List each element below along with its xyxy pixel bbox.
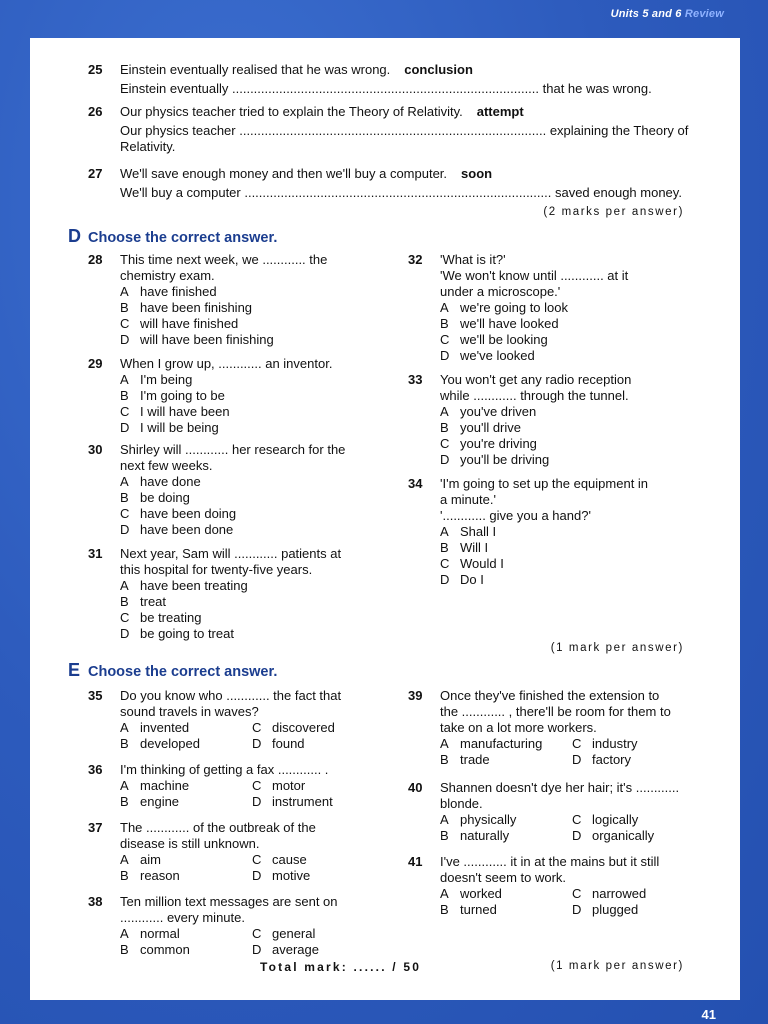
option-text: turned: [460, 902, 497, 917]
option-letter: A: [120, 852, 129, 867]
question-stem: blonde.: [440, 796, 483, 811]
question-number: 27: [88, 166, 103, 181]
answer-option[interactable]: [440, 828, 572, 844]
question-30: [88, 442, 388, 538]
marks-note-c: (2 marks per answer): [543, 206, 684, 218]
answer-option[interactable]: [440, 316, 708, 332]
option-letter: A: [440, 736, 449, 751]
answer-options: [440, 300, 708, 364]
question-number: 26: [88, 104, 103, 119]
option-letter: C: [120, 404, 130, 419]
question-number: 25: [88, 62, 103, 77]
answer-option[interactable]: [440, 524, 708, 540]
question-stem: chemistry exam.: [120, 268, 215, 283]
answer-option[interactable]: [440, 902, 572, 918]
question-number: 37: [88, 820, 103, 835]
answer-option[interactable]: [572, 886, 692, 902]
answer-option[interactable]: [120, 578, 388, 594]
option-letter: C: [572, 736, 582, 751]
option-letter: D: [120, 420, 130, 435]
section-instruction: Choose the correct answer.: [88, 230, 278, 246]
option-text: Would I: [460, 556, 504, 571]
answer-option[interactable]: [440, 540, 708, 556]
worksheet-page: [30, 38, 740, 1000]
question-number: 39: [408, 688, 423, 703]
question-number: 33: [408, 372, 423, 387]
section-e-heading: [68, 660, 277, 681]
option-letter: D: [120, 626, 130, 641]
question-stem: '............ give you a hand?': [440, 508, 591, 523]
option-text: have been finishing: [140, 300, 253, 315]
option-letter: D: [572, 752, 582, 767]
option-letter: B: [120, 594, 129, 609]
question-number: 28: [88, 252, 103, 267]
option-letter: D: [120, 332, 130, 347]
option-letter: C: [252, 852, 262, 867]
option-text: discovered: [272, 720, 335, 735]
option-text: will have finished: [140, 316, 239, 331]
option-letter: D: [252, 868, 262, 883]
answer-option[interactable]: [120, 300, 388, 316]
question-stem: while ............ through the tunnel.: [440, 388, 629, 403]
option-text: motive: [272, 868, 311, 883]
option-text: treat: [140, 594, 167, 609]
answer-options: [440, 404, 708, 468]
answer-options: [120, 852, 388, 884]
question-stem: 'What is it?': [440, 252, 506, 267]
option-text: physically: [460, 812, 517, 827]
option-letter: A: [120, 284, 129, 299]
option-letter: A: [440, 812, 449, 827]
answer-option[interactable]: [440, 452, 708, 468]
question-number: 34: [408, 476, 423, 491]
answer-option[interactable]: [572, 752, 692, 768]
option-text: will have been finishing: [140, 332, 274, 347]
question-number: 31: [88, 546, 103, 561]
option-text: be doing: [140, 490, 190, 505]
question-stem: Ten million text messages are sent on: [120, 894, 338, 909]
option-letter: C: [440, 556, 450, 571]
option-text: engine: [140, 794, 180, 809]
option-letter: D: [120, 522, 130, 537]
question-35: [88, 688, 388, 752]
option-text: Shall I: [460, 524, 497, 539]
option-text: general: [272, 926, 316, 941]
answer-line-continued: Relativity.: [120, 139, 176, 154]
question-prompt: We'll save enough money and then we'll buy a computer.: [120, 166, 448, 181]
option-text: trade: [460, 752, 490, 767]
option-letter: C: [572, 812, 582, 827]
question-stem: The ............ of the outbreak of the: [120, 820, 316, 835]
question-41: [408, 854, 708, 918]
answer-option[interactable]: [440, 572, 708, 588]
answer-option[interactable]: [572, 812, 692, 828]
option-letter: B: [440, 316, 449, 331]
option-letter: B: [120, 942, 129, 957]
answer-options: [440, 812, 708, 844]
option-letter: A: [120, 926, 129, 941]
option-letter: C: [252, 926, 262, 941]
option-text: you're driving: [460, 436, 537, 451]
marks-note-d: (1 mark per answer): [550, 642, 684, 654]
answer-options: [120, 720, 388, 752]
question-stem: this hospital for twenty-five years.: [120, 562, 313, 577]
answer-option[interactable]: [440, 436, 708, 452]
option-text: factory: [592, 752, 632, 767]
option-letter: B: [440, 420, 449, 435]
question-37: [88, 820, 388, 884]
option-text: aim: [140, 852, 161, 867]
option-letter: D: [440, 572, 450, 587]
question-stem: a minute.': [440, 492, 496, 507]
answer-line[interactable]: Einstein eventually ..................................................................................... that he was wrong.: [120, 81, 652, 96]
answer-option[interactable]: [440, 332, 708, 348]
question-26: [88, 104, 728, 155]
option-letter: C: [252, 720, 262, 735]
answer-option[interactable]: [120, 778, 252, 794]
question-stem: ............ every minute.: [120, 910, 245, 925]
option-text: cause: [272, 852, 307, 867]
question-stem: You won't get any radio reception: [440, 372, 632, 387]
question-stem: Shannen doesn't dye her hair; it's ............: [440, 780, 680, 795]
question-25: [88, 62, 728, 97]
option-letter: D: [440, 348, 450, 363]
answer-option[interactable]: [120, 404, 388, 420]
option-text: I'm going to be: [140, 388, 225, 403]
keyword: attempt: [476, 104, 524, 119]
option-text: have been done: [140, 522, 234, 537]
question-stem: I've ............ it in at the mains but it still: [440, 854, 660, 869]
option-text: plugged: [592, 902, 639, 917]
question-number: 38: [88, 894, 103, 909]
option-text: invented: [140, 720, 190, 735]
question-stem: Once they've finished the extension to: [440, 688, 660, 703]
question-number: 41: [408, 854, 423, 869]
option-letter: B: [120, 868, 129, 883]
total-mark: Total mark: ...... / 50: [260, 960, 422, 974]
answer-option[interactable]: [120, 372, 388, 388]
option-text: be treating: [140, 610, 202, 625]
option-text: normal: [140, 926, 180, 941]
answer-option[interactable]: [572, 902, 692, 918]
section-d-heading: [68, 226, 277, 247]
answer-option[interactable]: [120, 594, 388, 610]
answer-option[interactable]: [120, 332, 388, 348]
answer-options: [120, 284, 388, 348]
question-39: [408, 688, 708, 768]
answer-option[interactable]: [440, 736, 572, 752]
option-text: we're going to look: [460, 300, 568, 315]
option-letter: A: [120, 720, 129, 735]
question-27: [88, 166, 728, 201]
option-text: have finished: [140, 284, 217, 299]
option-text: found: [272, 736, 305, 751]
option-text: organically: [592, 828, 655, 843]
option-text: naturally: [460, 828, 510, 843]
question-28: [88, 252, 388, 348]
keyword: conclusion: [404, 62, 473, 77]
answer-option[interactable]: [120, 490, 388, 506]
question-31: [88, 546, 388, 642]
option-letter: C: [440, 332, 450, 347]
question-number: 30: [88, 442, 103, 457]
option-text: worked: [460, 886, 502, 901]
option-text: I'm being: [140, 372, 193, 387]
question-stem: 'We won't know until ............ at it: [440, 268, 629, 283]
answer-option[interactable]: [252, 942, 372, 958]
option-letter: B: [120, 490, 129, 505]
option-text: manufacturing: [460, 736, 543, 751]
option-letter: B: [440, 828, 449, 843]
answer-option[interactable]: [120, 626, 388, 642]
option-text: common: [140, 942, 190, 957]
option-letter: D: [572, 902, 582, 917]
option-letter: C: [120, 610, 130, 625]
option-letter: B: [440, 902, 449, 917]
option-text: we'll be looking: [460, 332, 548, 347]
option-text: Do I: [460, 572, 484, 587]
answer-options: [120, 474, 388, 538]
question-stem: the ............ , there'll be room for them to: [440, 704, 671, 719]
question-stem: Next year, Sam will ............ patients at: [120, 546, 342, 561]
review-label: Review: [684, 8, 724, 20]
answer-option[interactable]: [440, 886, 572, 902]
option-letter: C: [572, 886, 582, 901]
answer-option[interactable]: [120, 420, 388, 436]
answer-option[interactable]: [572, 736, 692, 752]
answer-option[interactable]: [120, 794, 252, 810]
question-number: 35: [88, 688, 103, 703]
question-stem: 'I'm going to set up the equipment in: [440, 476, 649, 491]
answer-option[interactable]: [120, 506, 388, 522]
option-letter: D: [440, 452, 450, 467]
option-letter: D: [572, 828, 582, 843]
answer-option[interactable]: [120, 868, 252, 884]
option-letter: A: [440, 404, 449, 419]
option-text: have done: [140, 474, 201, 489]
question-stem: next few weeks.: [120, 458, 213, 473]
question-stem: I'm thinking of getting a fax ............ .: [120, 762, 329, 777]
question-29: [88, 356, 388, 436]
answer-option[interactable]: [252, 736, 372, 752]
option-letter: D: [252, 794, 262, 809]
option-letter: A: [120, 578, 129, 593]
unit-label: Units 5 and 6: [610, 8, 682, 20]
option-letter: C: [252, 778, 262, 793]
option-letter: C: [120, 506, 130, 521]
answer-options: [120, 926, 388, 958]
answer-options: [120, 372, 388, 436]
option-text: have been treating: [140, 578, 248, 593]
question-prompt: Einstein eventually realised that he was wrong.: [120, 62, 391, 77]
question-32: [408, 252, 708, 364]
option-letter: B: [120, 794, 129, 809]
question-stem: disease is still unknown.: [120, 836, 260, 851]
unit-header: [611, 8, 724, 20]
option-letter: C: [120, 316, 130, 331]
option-text: you'll be driving: [460, 452, 550, 467]
page-number: 41: [701, 1007, 716, 1022]
answer-option[interactable]: [120, 926, 252, 942]
keyword: soon: [461, 166, 493, 181]
question-stem: take on a lot more workers.: [440, 720, 597, 735]
question-number: 40: [408, 780, 423, 795]
answer-option[interactable]: [120, 522, 388, 538]
answer-option[interactable]: [252, 852, 372, 868]
answer-option[interactable]: [120, 284, 388, 300]
answer-option[interactable]: [120, 474, 388, 490]
option-text: Will I: [460, 540, 489, 555]
answer-options: [440, 886, 708, 918]
question-stem: Shirley will ............ her research for the: [120, 442, 346, 457]
question-38: [88, 894, 388, 958]
question-stem: When I grow up, ............ an inventor.: [120, 356, 333, 371]
answer-option[interactable]: [440, 420, 708, 436]
option-text: average: [272, 942, 319, 957]
answer-options: [120, 778, 388, 810]
question-36: [88, 762, 388, 810]
option-letter: A: [440, 886, 449, 901]
option-text: industry: [592, 736, 638, 751]
answer-option[interactable]: [120, 388, 388, 404]
answer-option[interactable]: [440, 300, 708, 316]
option-text: developed: [140, 736, 200, 751]
section-letter: E: [68, 660, 81, 680]
question-stem: Do you know who ............ the fact that: [120, 688, 342, 703]
question-stem: under a microscope.': [440, 284, 561, 299]
option-text: you'll drive: [460, 420, 522, 435]
answer-option[interactable]: [440, 752, 572, 768]
question-number: 29: [88, 356, 103, 371]
option-text: motor: [272, 778, 306, 793]
answer-option[interactable]: [120, 610, 388, 626]
answer-option[interactable]: [252, 794, 372, 810]
option-text: be going to treat: [140, 626, 234, 641]
answer-option[interactable]: [120, 316, 388, 332]
answer-option[interactable]: [252, 926, 372, 942]
option-text: narrowed: [592, 886, 647, 901]
option-letter: A: [120, 778, 129, 793]
question-number: 36: [88, 762, 103, 777]
option-text: instrument: [272, 794, 333, 809]
answer-line[interactable]: We'll buy a computer ..................................................................................... saved enough money.: [120, 185, 682, 200]
option-text: I will be being: [140, 420, 219, 435]
answer-option[interactable]: [120, 942, 252, 958]
option-letter: B: [440, 540, 449, 555]
option-text: logically: [592, 812, 639, 827]
option-letter: A: [120, 372, 129, 387]
question-stem: This time next week, we ............ the: [120, 252, 328, 267]
option-letter: A: [440, 300, 449, 315]
answer-option[interactable]: [120, 736, 252, 752]
question-40: [408, 780, 708, 844]
option-text: we'll have looked: [460, 316, 559, 331]
question-number: 32: [408, 252, 423, 267]
answer-option[interactable]: [572, 828, 692, 844]
option-letter: B: [120, 300, 129, 315]
option-letter: C: [440, 436, 450, 451]
section-letter: D: [68, 226, 81, 246]
answer-options: [440, 736, 708, 768]
option-letter: B: [120, 388, 129, 403]
option-letter: B: [120, 736, 129, 751]
question-prompt: Our physics teacher tried to explain the Theory of Relativity.: [120, 104, 463, 119]
answer-options: [440, 524, 708, 588]
option-text: we've looked: [460, 348, 535, 363]
question-stem: doesn't seem to work.: [440, 870, 567, 885]
option-letter: D: [252, 736, 262, 751]
answer-line[interactable]: Our physics teacher ..................................................................................... explaining the Theory of: [120, 123, 689, 138]
answer-option[interactable]: [440, 556, 708, 572]
option-letter: B: [440, 752, 449, 767]
question-33: [408, 372, 708, 468]
answer-option[interactable]: [120, 852, 252, 868]
answer-option[interactable]: [120, 720, 252, 736]
option-letter: A: [120, 474, 129, 489]
option-text: I will have been: [140, 404, 230, 419]
answer-option[interactable]: [252, 720, 372, 736]
answer-option[interactable]: [440, 404, 708, 420]
option-text: machine: [140, 778, 190, 793]
option-letter: D: [252, 942, 262, 957]
option-text: you've driven: [460, 404, 537, 419]
answer-option[interactable]: [252, 868, 372, 884]
answer-options: [120, 578, 388, 642]
answer-option[interactable]: [440, 348, 708, 364]
question-stem: sound travels in waves?: [120, 704, 259, 719]
option-letter: A: [440, 524, 449, 539]
question-34: [408, 476, 708, 588]
section-instruction: Choose the correct answer.: [88, 664, 278, 680]
marks-note-e: (1 mark per answer): [550, 960, 684, 972]
option-text: have been doing: [140, 506, 237, 521]
option-text: reason: [140, 868, 180, 883]
answer-option[interactable]: [252, 778, 372, 794]
answer-option[interactable]: [440, 812, 572, 828]
